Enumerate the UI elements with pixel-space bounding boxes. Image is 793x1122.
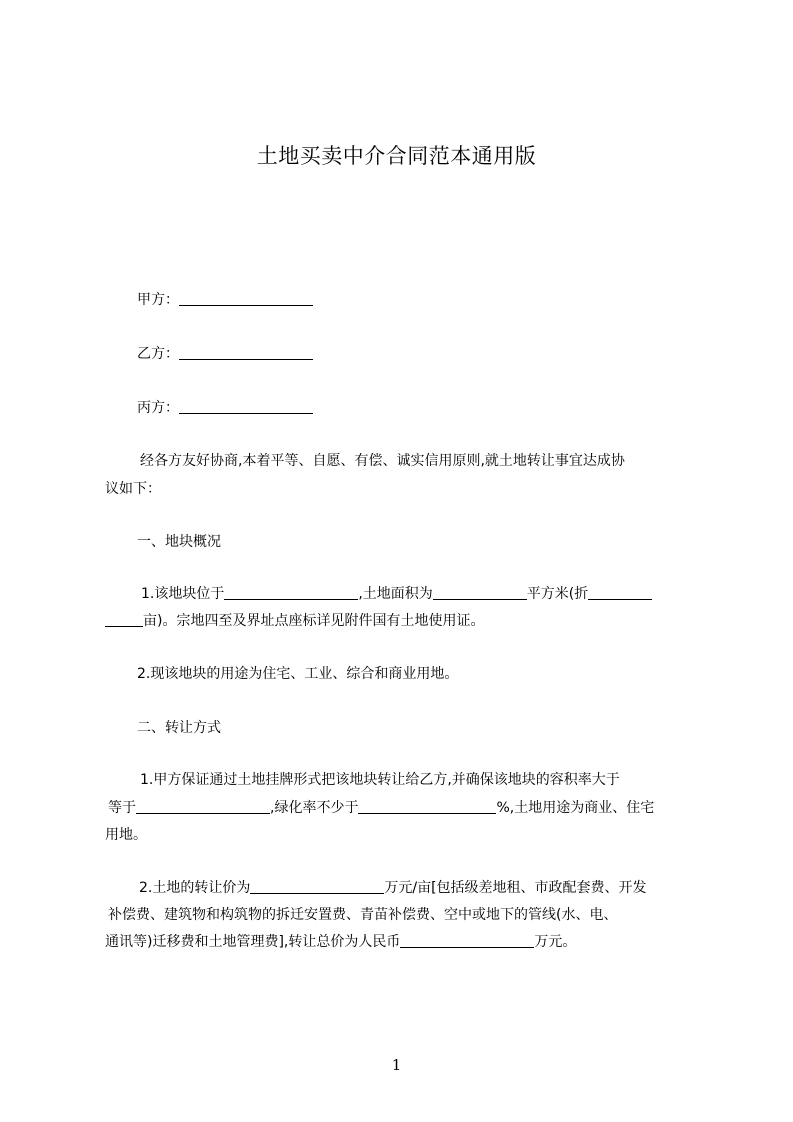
party-a-label: 甲方： xyxy=(137,292,179,308)
greening-rate-blank[interactable] xyxy=(358,799,496,814)
section-2-item-2-line-2: 补偿费、建筑物和构筑物的拆迁安置费、青苗补偿费、空中或地下的管线(水、电、 xyxy=(108,907,618,923)
total-price-label: 通讯等)迁移费和土地管理费],转让总价为人民币 xyxy=(105,934,401,950)
total-price-blank[interactable] xyxy=(400,933,534,948)
party-a-line xyxy=(137,290,313,310)
party-c-line xyxy=(137,398,313,418)
party-b-line xyxy=(137,344,313,364)
section-1-item-2: 2.现该地块的用途为住宅、工业、综合和商业用地。 xyxy=(137,666,459,682)
area-label: ,土地面积为 xyxy=(358,586,433,602)
section-2-item-1-line-1: 1.甲方保证通过土地挂牌形式把该地块转让给乙方,并确保该地块的容积率大于 xyxy=(140,772,620,788)
page-number: 1 xyxy=(391,1056,402,1074)
greening-label: ,绿化率不少于 xyxy=(270,800,359,816)
total-price-unit: 万元。 xyxy=(534,934,577,950)
section-2-heading: 二、转让方式 xyxy=(137,720,221,736)
plot-ratio-label: 等于 xyxy=(108,800,136,816)
intro-line-2: 议如下： xyxy=(105,481,161,497)
document-title: 土地买卖中介合同范本通用版 xyxy=(256,144,537,168)
party-b-label: 乙方： xyxy=(137,346,179,362)
mu-blank-end[interactable] xyxy=(105,612,143,627)
mu-blank-start[interactable] xyxy=(588,585,652,600)
land-use-label: %,土地用途为商业、住宅 xyxy=(496,800,655,816)
price-label: 2.土地的转让价为 xyxy=(139,880,251,896)
section-1-item-1-line-2 xyxy=(105,611,484,631)
section-1-item-1-line-1 xyxy=(141,584,652,604)
party-b-blank[interactable] xyxy=(179,345,313,360)
price-unit-label: 万元/亩[包括级差地租、市政配套费、开发 xyxy=(384,880,647,896)
party-c-blank[interactable] xyxy=(179,399,313,414)
party-a-blank[interactable] xyxy=(179,291,313,306)
square-meter-label: 平方米(折 xyxy=(526,586,589,602)
party-c-label: 丙方： xyxy=(137,400,179,416)
mu-label: 亩)。宗地四至及界址点座标详见附件国有土地使用证。 xyxy=(143,613,485,629)
location-label: 1.该地块位于 xyxy=(141,586,225,602)
intro-line-1: 经各方友好协商,本着平等、自愿、有偿、诚实信用原则,就土地转让事宜达成协 xyxy=(140,453,625,469)
section-2-item-1-line-2 xyxy=(108,798,654,818)
section-1-heading: 一、地块概况 xyxy=(137,534,221,550)
plot-ratio-blank[interactable] xyxy=(136,799,270,814)
price-per-mu-blank[interactable] xyxy=(250,879,384,894)
section-2-item-1-line-3: 用地。 xyxy=(105,827,147,843)
section-2-item-2-line-1 xyxy=(139,878,647,898)
location-blank[interactable] xyxy=(224,585,358,600)
section-2-item-2-line-3 xyxy=(105,932,576,952)
area-blank[interactable] xyxy=(433,585,527,600)
